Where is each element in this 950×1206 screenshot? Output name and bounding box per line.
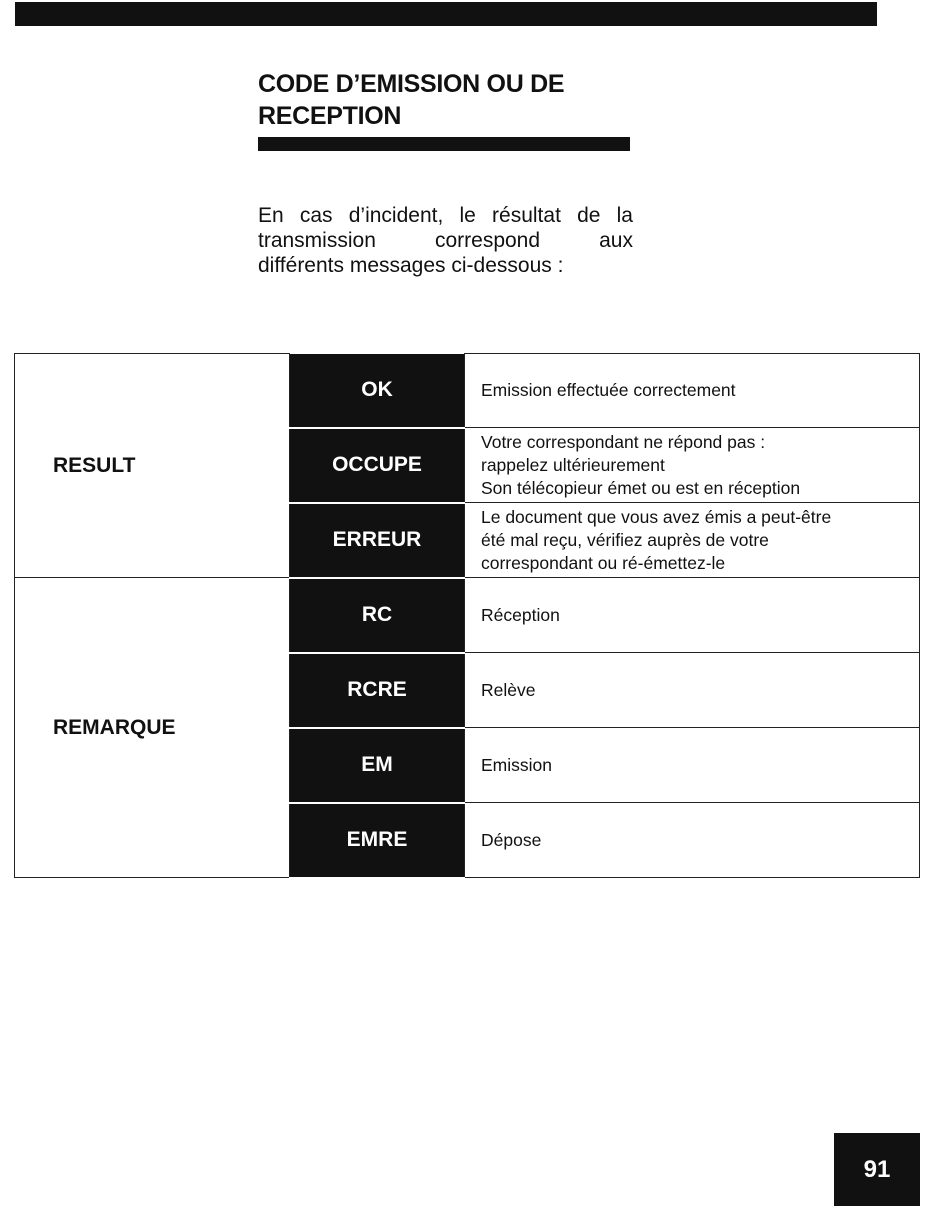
intro-line: différents messages ci-dessous : <box>258 254 564 277</box>
description-cell <box>465 728 920 803</box>
section-title <box>258 68 658 132</box>
description-line: rappelez ultérieurement <box>481 454 665 475</box>
description-line: été mal reçu, vérifiez auprès de votre <box>481 529 769 550</box>
description-line: correspondant ou ré-émettez-le <box>481 552 726 573</box>
category-result: RESULT <box>15 354 290 578</box>
code-cell: RC <box>290 578 465 653</box>
description-line: Emission <box>481 754 552 775</box>
intro-line: transmission correspond aux <box>258 229 633 252</box>
description-line: Emission effectuée correctement <box>481 380 736 400</box>
description-line: Relève <box>481 679 536 700</box>
description-cell <box>465 803 920 878</box>
code-cell: EM <box>290 728 465 803</box>
table-row <box>15 578 920 653</box>
description-line: Réception <box>481 604 560 625</box>
code-cell: OK <box>290 354 465 428</box>
top-bar <box>15 2 877 26</box>
description-cell <box>465 578 920 653</box>
section-title-line: RECEPTION <box>258 102 402 130</box>
code-table <box>14 353 920 879</box>
description-line: Le document que vous avez émis a peut-être <box>481 506 832 527</box>
description-line: Son télécopieur émet ou est en réception <box>481 477 801 498</box>
category-remarque: REMARQUE <box>15 578 290 878</box>
description-cell <box>465 428 920 503</box>
page-number: 91 <box>834 1133 920 1206</box>
description-line: Votre correspondant ne répond pas : <box>481 431 766 452</box>
code-cell: EMRE <box>290 803 465 878</box>
code-cell: OCCUPE <box>290 428 465 503</box>
description-cell <box>465 354 920 428</box>
intro-line: En cas d’incident, le résultat de la <box>258 204 633 227</box>
description-line: Dépose <box>481 829 542 850</box>
table-row <box>15 354 920 428</box>
title-underline <box>258 137 630 151</box>
code-cell: RCRE <box>290 653 465 728</box>
intro-paragraph <box>258 203 633 278</box>
description-cell <box>465 653 920 728</box>
description-cell <box>465 503 920 578</box>
section-title-line: CODE D’EMISSION OU DE <box>258 70 565 98</box>
code-cell: ERREUR <box>290 503 465 578</box>
